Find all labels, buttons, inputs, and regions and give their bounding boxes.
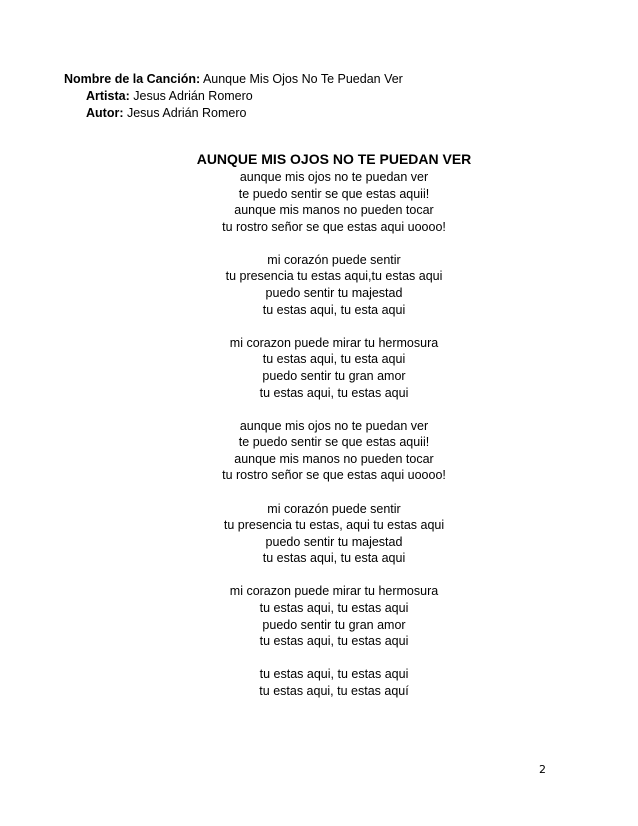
lyric-line: te puedo sentir se que estas aquii!	[238, 186, 430, 201]
lyric-line: puedo sentir tu gran amor	[262, 368, 406, 383]
artist-line	[64, 88, 403, 105]
song-metadata	[64, 71, 403, 122]
author-line	[64, 105, 403, 122]
stanza	[30, 666, 638, 699]
artist-value: Jesus Adrián Romero	[133, 89, 253, 103]
stanza	[30, 418, 638, 484]
lyric-line: mi corazon puede mirar tu hermosura	[229, 584, 439, 599]
lyric-line: mi corazón puede sentir	[267, 501, 401, 516]
lyric-line: tu estas aqui, tu estas aqui	[259, 600, 409, 615]
song-name-value: Aunque Mis Ojos No Te Puedan Ver	[202, 72, 403, 86]
stanza	[30, 252, 638, 318]
song-title: AUNQUE MIS OJOS NO TE PUEDAN VER	[196, 151, 472, 167]
lyric-line: tu estas aqui, tu estas aqui	[259, 385, 409, 400]
lyric-line: tu presencia tu estas aqui,tu estas aqui	[225, 269, 443, 284]
lyric-line: mi corazón puede sentir	[267, 252, 401, 267]
lyric-line: puedo sentir tu majestad	[265, 534, 403, 549]
song-name-line	[64, 71, 403, 88]
lyric-line: tu rostro señor se que estas aqui uoooo!	[222, 219, 446, 234]
stanza-list	[30, 169, 638, 699]
lyric-line: tu estas aqui, tu estas aqui	[259, 667, 409, 682]
lyric-line: aunque mis manos no pueden tocar	[234, 203, 434, 218]
song-lyrics	[0, 150, 638, 716]
page-number: 2	[539, 763, 546, 776]
stanza	[30, 169, 638, 235]
lyric-line: puedo sentir tu gran amor	[262, 617, 406, 632]
song-name-label: Nombre de la Canción:	[64, 72, 201, 86]
lyric-line: mi corazon puede mirar tu hermosura	[229, 335, 439, 350]
stanza	[30, 501, 638, 567]
lyric-line: tu estas aqui, tu esta aqui	[262, 352, 406, 367]
lyric-line: tu estas aqui, tu esta aqui	[262, 551, 406, 566]
lyric-line: te puedo sentir se que estas aquii!	[238, 435, 430, 450]
artist-label: Artista:	[86, 89, 130, 103]
lyric-line: aunque mis ojos no te puedan ver	[239, 418, 429, 433]
lyric-line: tu estas aqui, tu estas aquí	[259, 683, 409, 698]
lyric-line: aunque mis manos no pueden tocar	[234, 451, 434, 466]
lyric-line: puedo sentir tu majestad	[265, 286, 403, 301]
author-value: Jesus Adrián Romero	[126, 106, 247, 120]
lyric-line: tu presencia tu estas, aqui tu estas aqui	[223, 518, 445, 533]
lyric-line: tu estas aqui, tu estas aqui	[259, 634, 409, 649]
author-label: Autor:	[86, 106, 124, 120]
lyric-line: tu rostro señor se que estas aqui uoooo!	[222, 468, 446, 483]
stanza	[30, 583, 638, 649]
lyric-line: tu estas aqui, tu esta aqui	[262, 302, 406, 317]
lyric-line: aunque mis ojos no te puedan ver	[239, 170, 429, 184]
stanza	[30, 335, 638, 401]
